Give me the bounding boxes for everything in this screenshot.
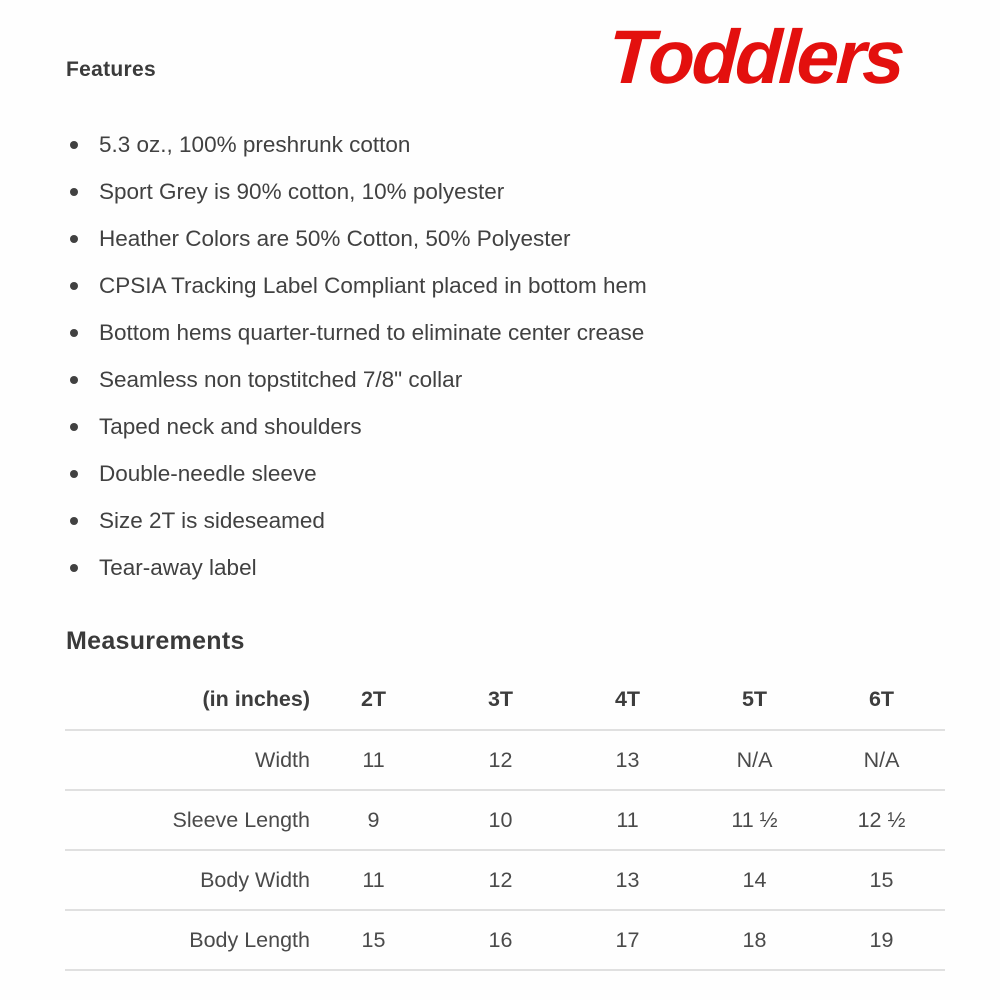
feature-item xyxy=(70,309,1000,356)
table-cell: 17 xyxy=(615,927,640,952)
table-row xyxy=(65,790,945,850)
row-label: Body Length xyxy=(189,927,310,952)
table-cell: 10 xyxy=(488,807,513,832)
feature-item xyxy=(70,262,1000,309)
feature-item xyxy=(70,497,1000,544)
feature-item xyxy=(70,356,1000,403)
bullet-icon xyxy=(70,329,78,337)
bullet-icon xyxy=(70,376,78,384)
feature-text: Taped neck and shoulders xyxy=(99,413,362,439)
bullet-icon xyxy=(70,423,78,431)
feature-text: Tear-away label xyxy=(99,554,257,580)
features-list xyxy=(0,121,1000,591)
feature-item xyxy=(70,450,1000,497)
row-label: Width xyxy=(255,747,310,772)
feature-item xyxy=(70,121,1000,168)
feature-item xyxy=(70,215,1000,262)
table-cell: 15 xyxy=(361,927,386,952)
table-row xyxy=(65,910,945,970)
table-cell: 15 xyxy=(869,867,894,892)
table-cell: 12 ½ xyxy=(857,807,906,832)
table-cell: 11 xyxy=(362,867,385,892)
features-heading: Features xyxy=(66,58,156,81)
feature-text: Seamless non topstitched 7/8" collar xyxy=(99,366,463,392)
bullet-icon xyxy=(70,282,78,290)
table-cell: 19 xyxy=(869,927,894,952)
header xyxy=(0,0,1000,105)
feature-item xyxy=(70,544,1000,591)
table-cell: 9 xyxy=(367,807,380,832)
table-cell: 11 xyxy=(362,747,385,772)
table-cell: 12 xyxy=(488,867,513,892)
feature-item xyxy=(70,168,1000,215)
table-unit-label: (in inches) xyxy=(202,687,310,711)
table-cell: 12 xyxy=(488,747,513,772)
table-row xyxy=(65,850,945,910)
bullet-icon xyxy=(70,517,78,525)
table-column-header: 6T xyxy=(868,687,895,711)
measurements-heading: Measurements xyxy=(66,627,245,655)
feature-text: Bottom hems quarter-turned to eliminate center crease xyxy=(99,319,645,345)
table-cell: 18 xyxy=(742,927,767,952)
table-cell: N/A xyxy=(863,747,900,772)
table-cell: 11 xyxy=(616,807,639,832)
feature-text: CPSIA Tracking Label Compliant placed in bottom hem xyxy=(99,272,647,298)
table-column-header: 4T xyxy=(614,687,641,711)
table-cell: 14 xyxy=(742,867,767,892)
brand-title: Toddlers xyxy=(605,15,905,100)
feature-text: Sport Grey is 90% cotton, 10% polyester xyxy=(99,178,505,204)
feature-text: Size 2T is sideseamed xyxy=(99,507,325,533)
row-label: Sleeve Length xyxy=(172,807,310,832)
table-cell: N/A xyxy=(736,747,773,772)
table-column-header: 5T xyxy=(741,687,768,711)
table-cell: 11 ½ xyxy=(731,807,778,832)
feature-text: 5.3 oz., 100% preshrunk cotton xyxy=(99,131,411,157)
feature-text: Heather Colors are 50% Cotton, 50% Polyester xyxy=(99,225,571,251)
table-cell: 16 xyxy=(488,927,513,952)
table-cell: 13 xyxy=(615,747,640,772)
bullet-icon xyxy=(70,564,78,572)
table-column-header: 2T xyxy=(360,687,387,711)
table-cell: 13 xyxy=(615,867,640,892)
row-label: Body Width xyxy=(200,867,310,892)
bullet-icon xyxy=(70,235,78,243)
feature-item xyxy=(70,403,1000,450)
measurements-table xyxy=(65,670,945,971)
bullet-icon xyxy=(70,188,78,196)
table-column-header: 3T xyxy=(487,687,514,711)
bullet-icon xyxy=(70,470,78,478)
table-body xyxy=(65,730,945,970)
bullet-icon xyxy=(70,141,78,149)
feature-text: Double-needle sleeve xyxy=(99,460,317,486)
table-header-row xyxy=(65,670,945,730)
table-row xyxy=(65,730,945,790)
